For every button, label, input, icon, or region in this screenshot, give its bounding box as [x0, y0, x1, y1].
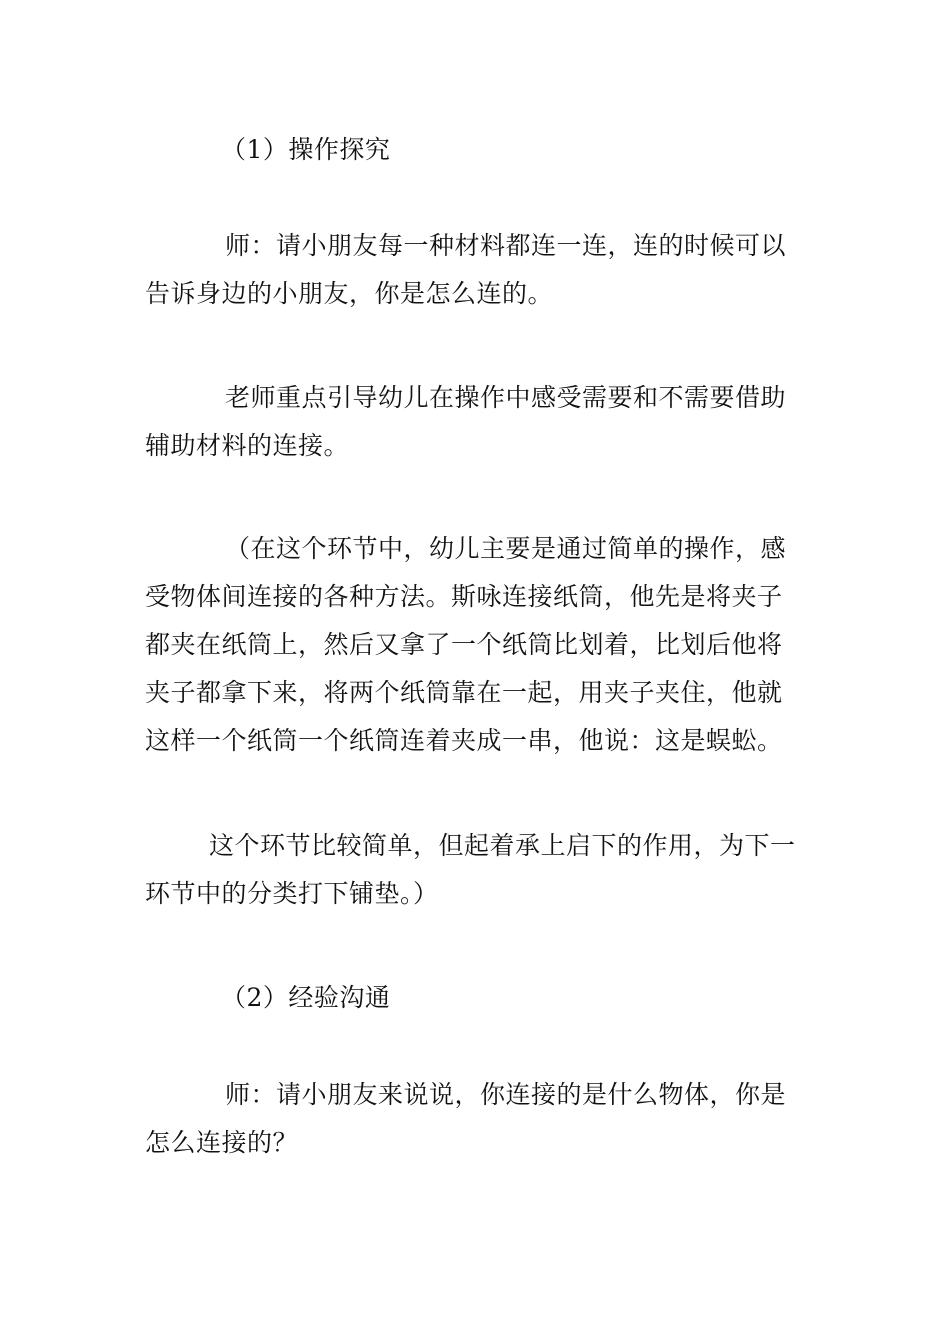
paragraph-line: 辅助材料的连接。 [145, 431, 350, 460]
paragraph-teacher-guidance [145, 374, 805, 470]
paragraph-teacher-instruction [145, 222, 805, 318]
paragraph-line: 环节中的分类打下铺垫。） [145, 879, 439, 908]
paragraph-line: 告诉身边的小朋友，你是怎么连的。 [145, 279, 554, 308]
paragraph-line: （在这个环节中，幼儿主要是通过简单的操作，感 [225, 534, 787, 563]
paragraph-line: 这样一个纸筒一个纸筒连着夹成一串，他说：这是蜈蚣。 [145, 726, 783, 755]
paragraph-teacher-question [145, 1071, 805, 1167]
paragraph-summary-note [145, 822, 805, 918]
paragraph-line: 老师重点引导幼儿在操作中感受需要和不需要借助 [225, 383, 787, 412]
section-heading-2 [145, 974, 805, 1022]
section-heading-1-text: （1）操作探究 [221, 135, 391, 164]
paragraph-line: 师：请小朋友每一种材料都连一连，连的时候可以 [225, 231, 787, 260]
paragraph-line: 夹子都拿下来，将两个纸筒靠在一起，用夹子夹住，他就 [145, 678, 783, 707]
paragraph-observation-note [145, 525, 805, 765]
paragraph-line: 怎么连接的？ [145, 1128, 299, 1157]
paragraph-line: 这个环节比较简单，但起着承上启下的作用，为下一 [209, 831, 796, 860]
section-heading-2-text: （2）经验沟通 [221, 983, 391, 1012]
paragraph-line: 都夹在纸筒上，然后又拿了一个纸筒比划着，比划后他将 [145, 630, 783, 659]
section-heading-1 [145, 126, 805, 174]
paragraph-line: 师：请小朋友来说说，你连接的是什么物体，你是 [225, 1080, 787, 1109]
paragraph-line: 受物体间连接的各种方法。斯咏连接纸筒，他先是将夹子 [145, 582, 783, 611]
